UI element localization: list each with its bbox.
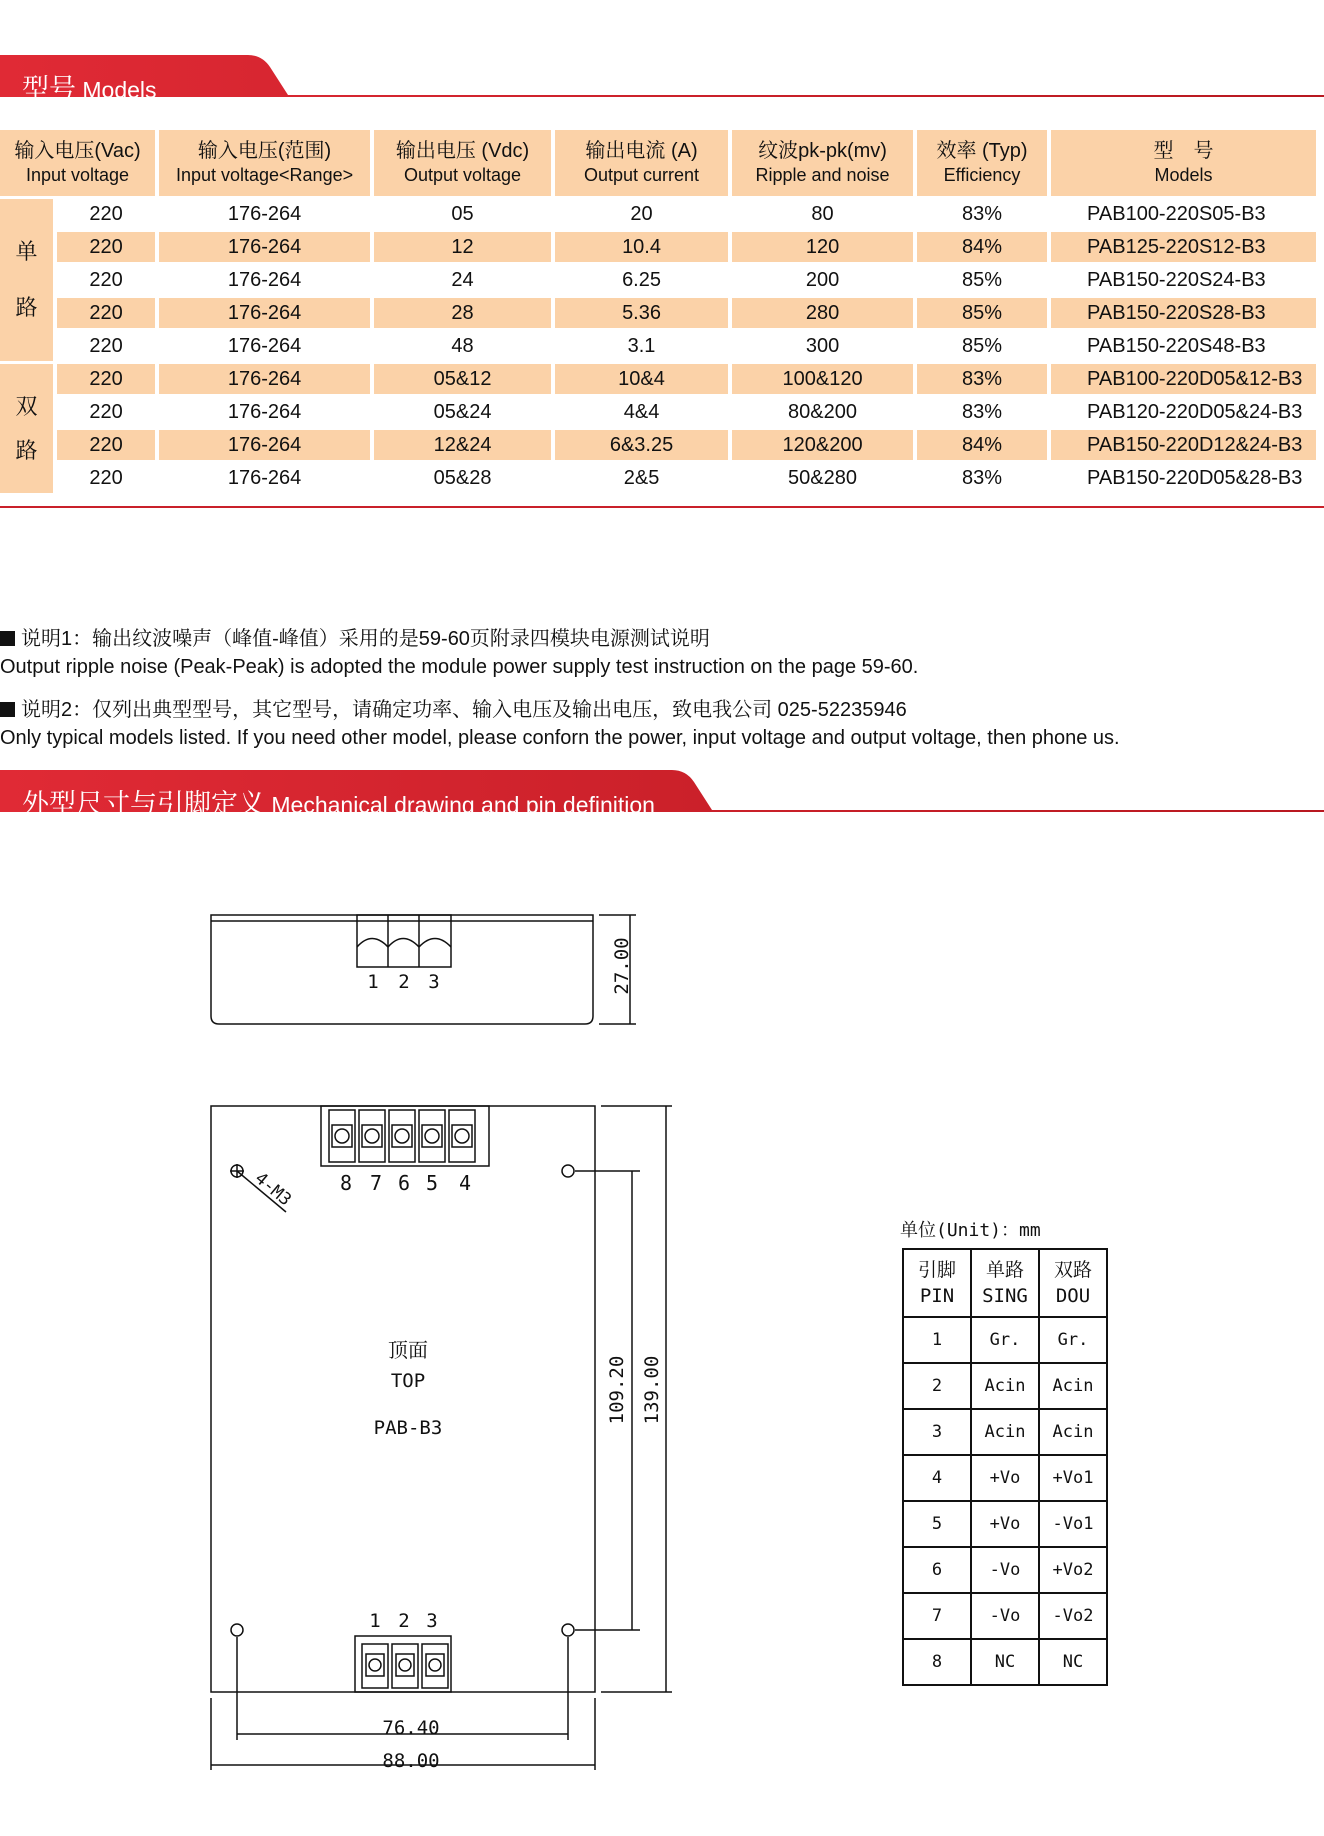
table-cell: 220 [89,335,123,357]
pin-row [903,1317,1107,1363]
note-2: 说明2：仅列出典型型号，其它型号，请确定功率、输入电压及输出电压，致电我公司 025-52235946 [0,693,907,722]
table-cell: 6.25 [622,269,661,291]
model-label: PAB-B3 [373,1417,443,1439]
table-cell: 05 [451,203,474,225]
table-cell: PAB150-220S24-B3 [1087,269,1266,291]
table-cell: PAB150-220D05&28-B3 [1087,467,1303,489]
mount-hole [231,1624,243,1636]
pin-cell: 5 [903,1501,971,1547]
table-cell: PAB100-220S05-B3 [1087,203,1266,225]
table-cell: 176-264 [227,401,302,423]
col-header: 输入电压(范围) Input voltage<Range> [159,130,370,196]
unit-label: 单位(Unit)：mm [900,1220,1041,1241]
pin-cell: Gr. [971,1317,1039,1363]
note-2-en: Only typical models listed. If you need other model, please conforn the power, input voltage and output voltage, then phone us. [0,727,1120,749]
table-cell: 300 [805,335,840,357]
table-cell: 80&200 [788,401,858,423]
pin-cell: 2 [903,1363,971,1409]
table-cell: 83% [962,467,1003,489]
table-cell: 120&200 [732,430,913,460]
group-char: 路 [15,437,38,463]
table-cell: 200 [805,269,840,291]
side-view [211,915,636,1024]
top-pin-label: 5 [425,1171,439,1195]
pin-table [902,1248,1108,1686]
bottom-terminal-block [362,1644,448,1688]
table-cell: 176-264 [227,467,302,489]
table-cell: 220 [57,430,155,460]
table-cell: 05&28 [433,467,492,489]
section-title: 型号 Models [22,74,157,104]
dim-hole-horizontal: 76.40 [382,1717,440,1739]
top-label-cn: 顶面 [388,1338,428,1362]
pin-cell: Acin [1039,1409,1107,1455]
table-cell: 176-264 [227,269,302,291]
table-cell: 220 [89,203,123,225]
table-cell: 3.1 [627,335,656,357]
table-cell: 85% [962,269,1003,291]
col-header: 效率 (Typ) Efficiency [917,130,1047,196]
top-pin-label: 4 [458,1171,472,1195]
table-cell: 10.4 [555,232,728,262]
mount-label: 4-M3 [250,1168,296,1211]
pin-cell: Acin [971,1409,1039,1455]
table-cell: 83% [962,401,1003,423]
table-cell: 176-264 [227,203,302,225]
pin-cell: 3 [903,1409,971,1455]
table-cell: 20 [630,203,653,225]
sing-header: 单路 SING [971,1249,1039,1317]
top-label-en: TOP [390,1370,426,1392]
top-pin-label: 8 [339,1171,353,1195]
table-cell: 220 [57,298,155,328]
table-cell: 176-264 [159,430,370,460]
pin-cell: +Vo [971,1455,1039,1501]
table-cell: PAB100-220D05&12-B3 [1051,364,1316,394]
table-cell: 10&4 [555,364,728,394]
group-char: 双 [15,393,38,419]
table-cell: 5.36 [555,298,728,328]
top-pin-label: 7 [369,1171,383,1195]
section-title: 外型尺寸与引脚定义 Mechanical drawing and pin definition [22,789,655,819]
pin-cell: +Vo1 [1039,1455,1107,1501]
table-cell: 2&5 [623,467,660,489]
group-char: 单 [15,239,38,264]
col-header: 输出电流 (A) Output current [555,130,728,196]
table-cell: 85% [917,298,1047,328]
pin-cell: 4 [903,1455,971,1501]
table-cell: 84% [917,430,1047,460]
top-view [211,1106,672,1772]
table-cell: 100&120 [732,364,913,394]
table-cell: 50&280 [788,467,858,489]
pin-cell: NC [971,1639,1039,1685]
table-cell: 84% [917,232,1047,262]
bottom-pin-label: 1 [369,1610,381,1632]
table-cell: 220 [89,467,123,489]
table-cell: 12 [374,232,551,262]
pin-cell: +Vo2 [1039,1547,1107,1593]
top-terminal-block [329,1110,475,1162]
pin-cell: Gr. [1039,1317,1107,1363]
table-cell: 48 [451,335,474,357]
col-header: 输出电压 (Vdc) Output voltage [374,130,551,196]
top-pin-label: 6 [397,1171,411,1195]
dim-total-vertical: 139.00 [641,1355,663,1425]
pin-cell: 6 [903,1547,971,1593]
pin-cell: -Vo [971,1547,1039,1593]
pin-row [903,1501,1107,1547]
dim-total-horizontal: 88.00 [382,1750,440,1772]
table-cell: 80 [811,203,834,225]
col-header: 输入电压(Vac) Input voltage [0,130,155,196]
table-cell: 220 [57,364,155,394]
table-cell: 176-264 [227,335,302,357]
table-cell: 176-264 [159,232,370,262]
mount-hole [562,1165,574,1177]
table-cell: 120 [732,232,913,262]
table-cell: 83% [917,364,1047,394]
table-cell: 05&24 [433,401,492,423]
dim-hole-vertical: 109.20 [606,1355,628,1425]
table-cell: PAB150-220S28-B3 [1051,298,1316,328]
pin-cell: -Vo1 [1039,1501,1107,1547]
pin-cell: 7 [903,1593,971,1639]
pin-row [903,1593,1107,1639]
pin-cell: NC [1039,1639,1107,1685]
pin-row [903,1547,1107,1593]
pin-cell: 8 [903,1639,971,1685]
table-cell: PAB125-220S12-B3 [1051,232,1316,262]
table-cell: 176-264 [159,298,370,328]
pin-cell: 1 [903,1317,971,1363]
mount-hole [562,1624,574,1636]
table-cell: 12&24 [374,430,551,460]
table-cell: PAB150-220S48-B3 [1087,335,1266,357]
table-cell: 6&3.25 [555,430,728,460]
dou-header: 双路 DOU [1039,1249,1107,1317]
col-header: 纹波pk-pk(mv) Ripple and noise [732,130,913,196]
table-cell: 24 [451,269,474,291]
table-cell: PAB150-220D12&24-B3 [1051,430,1316,460]
table-cell: 05&12 [374,364,551,394]
pin-row [903,1639,1107,1685]
note-1-en: Output ripple noise (Peak-Peak) is adopted the module power supply test instruction on the page 59-60. [0,656,919,678]
pin-cell: -Vo [971,1593,1039,1639]
table-cell: 280 [732,298,913,328]
table-cell: 85% [962,335,1003,357]
table-cell: 220 [89,269,123,291]
bottom-pin-label: 2 [398,1610,410,1632]
bottom-pin-label: 3 [426,1610,438,1632]
table-cell: PAB120-220D05&24-B3 [1087,401,1303,423]
col-header: 型 号 Models [1051,130,1316,196]
table-cell: 83% [962,203,1003,225]
table-cell: 220 [57,232,155,262]
side-pin-label: 2 [398,971,410,993]
dim-height: 27.00 [611,937,633,995]
table-cell: 4&4 [623,401,660,423]
table-cell: 176-264 [159,364,370,394]
note-1: 说明1：输出纹波噪声（峰值-峰值）采用的是59-60页附录四模块电源测试说明 [0,622,710,651]
table-cell: 28 [374,298,551,328]
pin-row [903,1363,1107,1409]
side-pin-label: 3 [428,971,440,993]
pin-row [903,1409,1107,1455]
pin-cell: Acin [971,1363,1039,1409]
pin-table-header [903,1249,1107,1317]
side-pin-label: 1 [367,971,379,993]
pin-row [903,1455,1107,1501]
group-char: 路 [15,295,38,320]
pin-cell: -Vo2 [1039,1593,1107,1639]
pin-header: 引脚 PIN [903,1249,971,1317]
table-cell: 220 [89,401,123,423]
pin-cell: Acin [1039,1363,1107,1409]
pin-cell: +Vo [971,1501,1039,1547]
